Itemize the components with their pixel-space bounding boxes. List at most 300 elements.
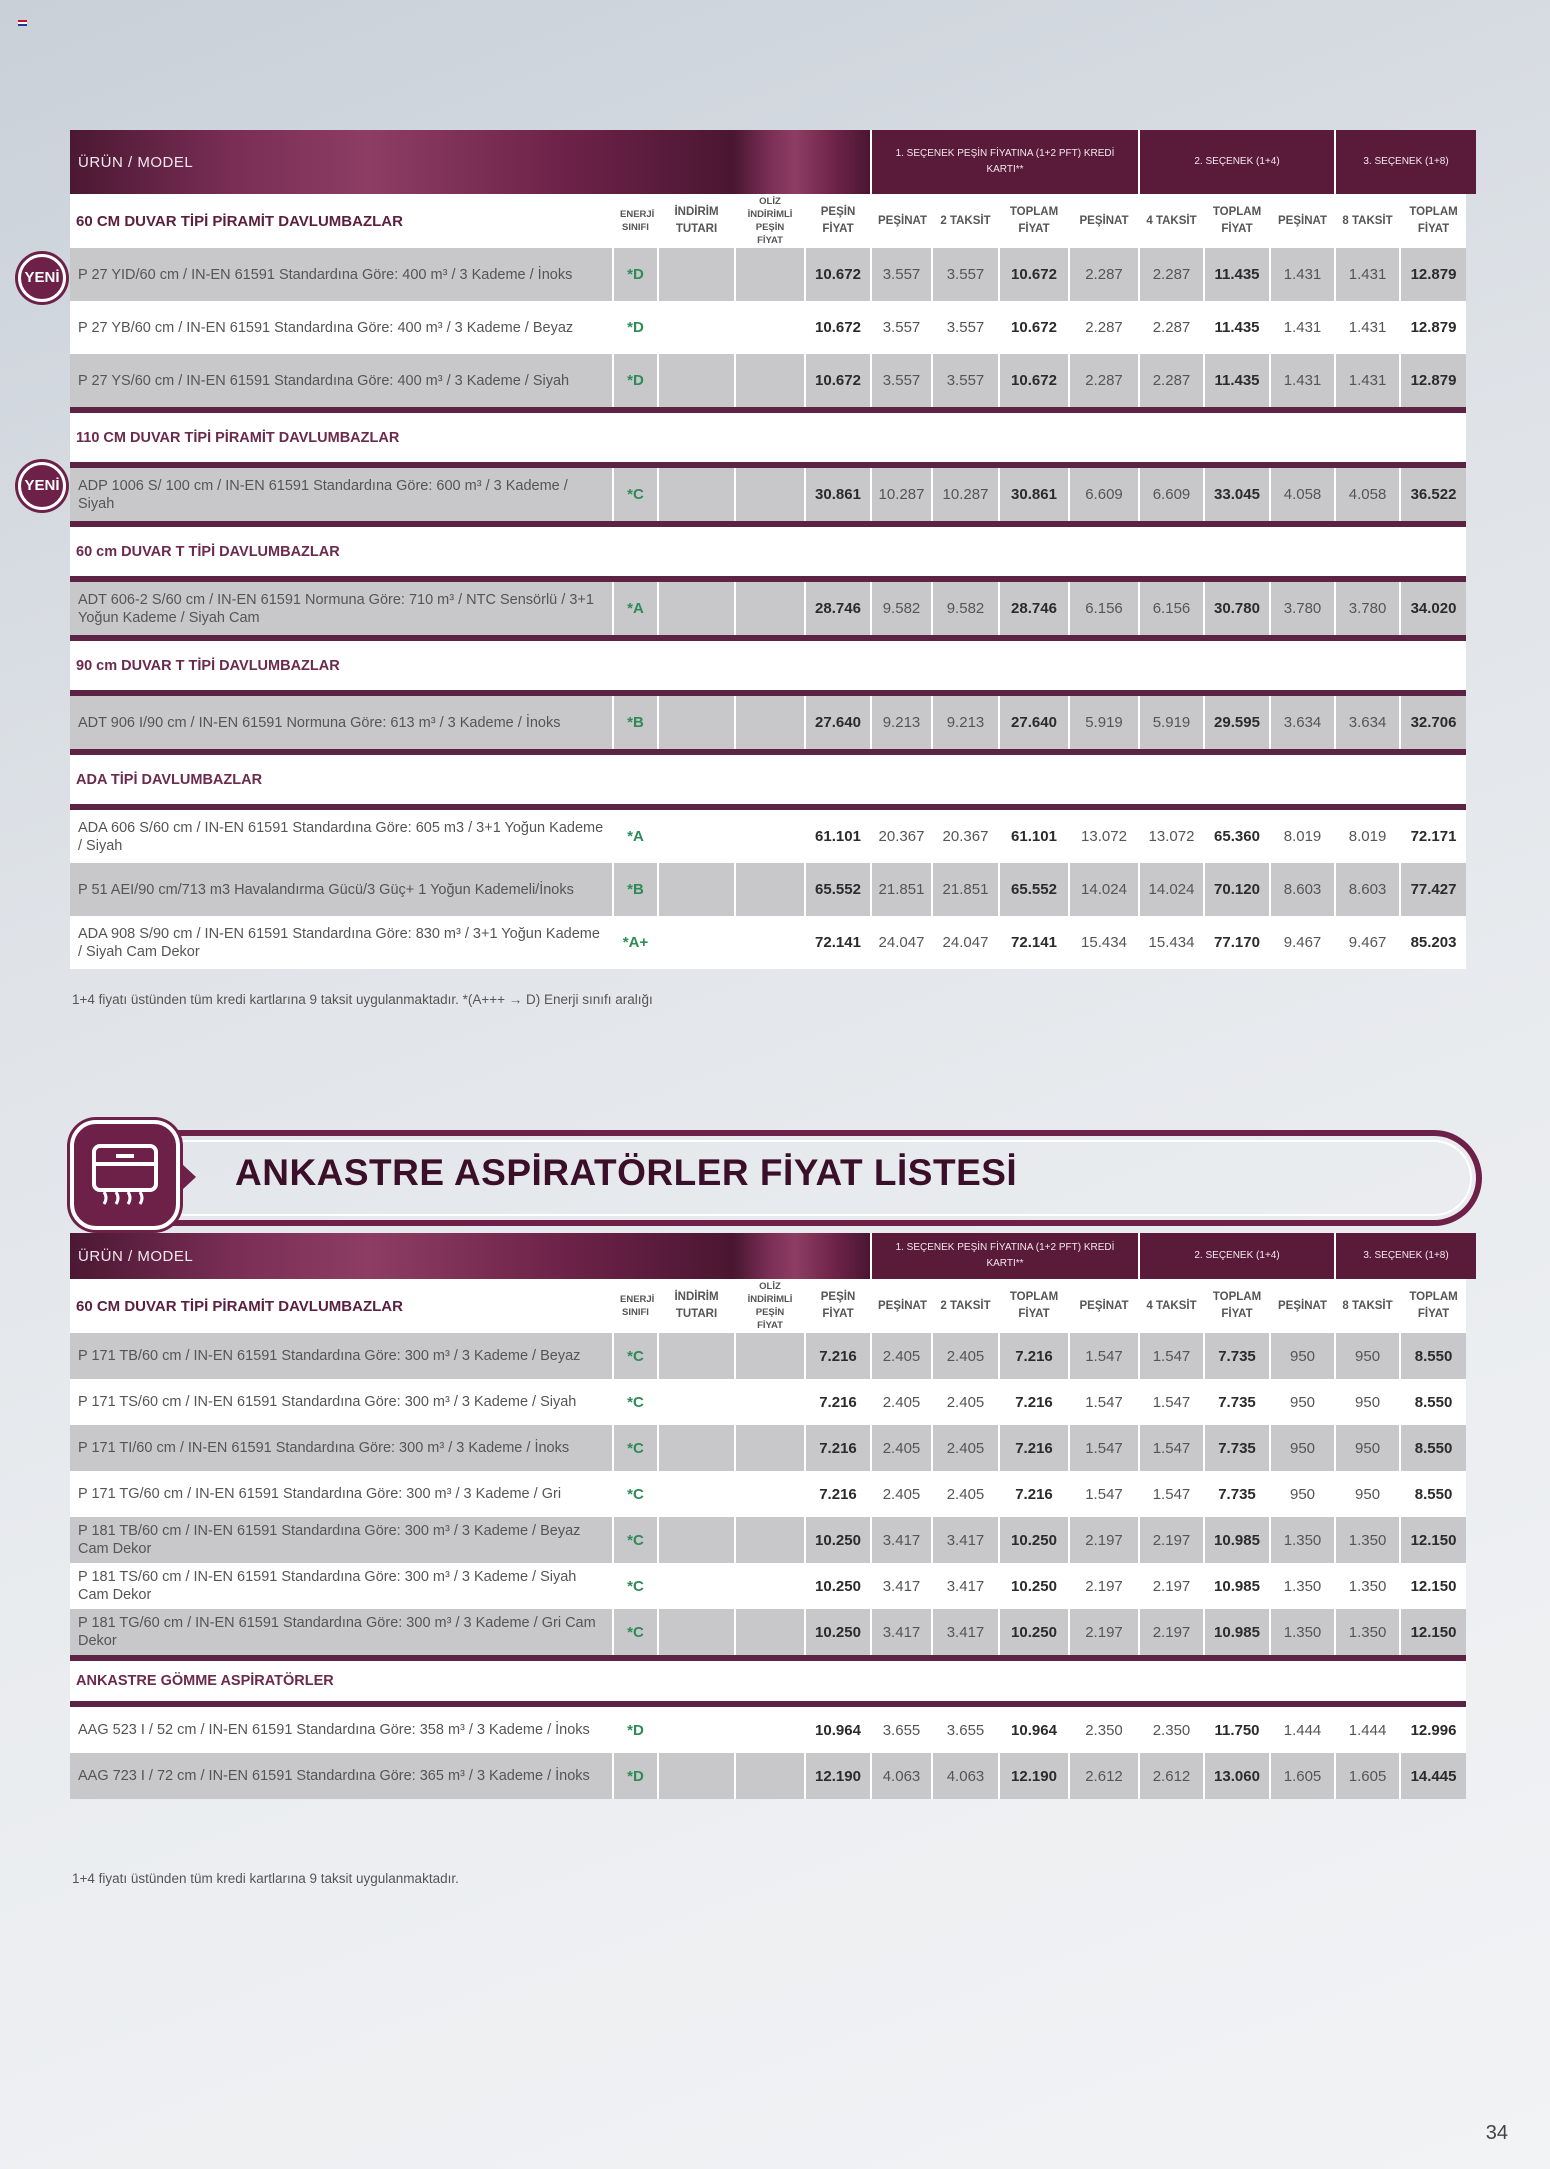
range-hood-icon	[70, 1120, 180, 1230]
table-row	[70, 468, 1476, 521]
down-1: 9.213	[871, 696, 932, 749]
discount-amount	[658, 1517, 735, 1563]
total-1: 10.672	[999, 301, 1069, 354]
option-3-header: 3. SEÇENEK (1+8)	[1335, 1233, 1476, 1279]
total-2: 77.170	[1204, 916, 1270, 969]
down-2: 1.547	[1069, 1379, 1139, 1425]
total-1: 7.216	[999, 1379, 1069, 1425]
discount-amount	[658, 248, 735, 301]
total-2: 70.120	[1204, 863, 1270, 916]
total-3: 12.879	[1400, 301, 1466, 354]
total-2: 65.360	[1204, 810, 1270, 863]
discount-amount	[658, 1471, 735, 1517]
installment-8: 1.605	[1335, 1753, 1400, 1799]
category-title: ADA TİPİ DAVLUMBAZLAR	[70, 755, 1466, 804]
down-3: 8.019	[1270, 810, 1335, 863]
table-row	[70, 1707, 1476, 1753]
installment-4: 15.434	[1139, 916, 1204, 969]
new-badge: YENİ	[18, 254, 66, 302]
installment-4: 2.612	[1139, 1753, 1204, 1799]
installment-8: 3.780	[1335, 582, 1400, 635]
discount-amount	[658, 1379, 735, 1425]
down-2: 1.547	[1069, 1425, 1139, 1471]
table-header-band	[70, 130, 1476, 194]
table-row	[70, 1753, 1476, 1799]
column-header-row	[70, 1279, 1476, 1333]
total-1: 28.746	[999, 582, 1069, 635]
down-1: 24.047	[871, 916, 932, 969]
total-3: 36.522	[1400, 468, 1466, 521]
oliz-discount-price	[735, 810, 805, 863]
cash-price: 12.190	[805, 1753, 871, 1799]
col-down1: PEŞİNAT	[871, 194, 932, 248]
product-description: ADA 606 S/60 cm / IN-EN 61591 Standardına Göre: 605 m3 / 3+1 Yoğun Kademe / Siyah	[70, 810, 613, 863]
down-3: 9.467	[1270, 916, 1335, 969]
product-description: ADA 908 S/90 cm / IN-EN 61591 Standardına Göre: 830 m³ / 3+1 Yoğun Kademe / Siyah Cam Dekor	[70, 916, 613, 969]
installment-2: 21.851	[932, 863, 999, 916]
total-3: 32.706	[1400, 696, 1466, 749]
down-1: 21.851	[871, 863, 932, 916]
installment-2: 3.417	[932, 1563, 999, 1609]
col-total2: TOPLAM FİYAT	[1204, 194, 1270, 248]
discount-amount	[658, 696, 735, 749]
total-1: 7.216	[999, 1333, 1069, 1379]
energy-class: *C	[613, 1425, 658, 1471]
installment-8: 1.444	[1335, 1707, 1400, 1753]
energy-class: *C	[613, 1333, 658, 1379]
model-header: ÜRÜN / MODEL	[70, 1233, 735, 1279]
discount-amount	[658, 863, 735, 916]
total-3: 12.150	[1400, 1517, 1466, 1563]
flag-icon	[18, 20, 27, 26]
category-title: 110 CM DUVAR TİPİ PİRAMİT DAVLUMBAZLAR	[70, 413, 1466, 462]
oliz-discount-price	[735, 1379, 805, 1425]
product-description: AAG 723 I / 72 cm / IN-EN 61591 Standardına Göre: 365 m³ / 3 Kademe / İnoks	[70, 1753, 613, 1799]
installment-8: 3.634	[1335, 696, 1400, 749]
down-3: 1.350	[1270, 1563, 1335, 1609]
down-1: 3.417	[871, 1563, 932, 1609]
down-1: 3.557	[871, 301, 932, 354]
total-2: 13.060	[1204, 1753, 1270, 1799]
installment-4: 13.072	[1139, 810, 1204, 863]
table-row	[70, 1379, 1476, 1425]
col-oliz: OLİZ İNDİRİMLİ PEŞİN FİYAT	[735, 194, 805, 248]
oliz-discount-price	[735, 354, 805, 407]
total-1: 10.250	[999, 1609, 1069, 1655]
cash-price: 10.250	[805, 1517, 871, 1563]
total-1: 12.190	[999, 1753, 1069, 1799]
product-description: P 181 TG/60 cm / IN-EN 61591 Standardına Göre: 300 m³ / 3 Kademe / Gri Cam Dekor	[70, 1609, 613, 1655]
total-2: 30.780	[1204, 582, 1270, 635]
down-1: 3.417	[871, 1609, 932, 1655]
installment-8: 8.603	[1335, 863, 1400, 916]
total-1: 10.250	[999, 1563, 1069, 1609]
installment-4: 2.287	[1139, 301, 1204, 354]
option-1-header: 1. SEÇENEK PEŞİN FİYATINA (1+2 PFT) KREDİ KARTI**	[871, 130, 1139, 194]
table-row	[70, 1517, 1476, 1563]
down-1: 3.417	[871, 1517, 932, 1563]
col-cash: PEŞİN FİYAT	[805, 194, 871, 248]
installment-4: 6.156	[1139, 582, 1204, 635]
down-2: 2.197	[1069, 1563, 1139, 1609]
energy-class: *A+	[613, 916, 658, 969]
category-title: 60 CM DUVAR TİPİ PİRAMİT DAVLUMBAZLAR	[70, 194, 613, 248]
oliz-discount-price	[735, 1425, 805, 1471]
installment-2: 4.063	[932, 1753, 999, 1799]
energy-class: *C	[613, 1379, 658, 1425]
down-2: 15.434	[1069, 916, 1139, 969]
installment-4: 2.287	[1139, 354, 1204, 407]
down-2: 2.287	[1069, 248, 1139, 301]
col-4inst: 4 TAKSİT	[1139, 194, 1204, 248]
cash-price: 7.216	[805, 1333, 871, 1379]
down-3: 1.605	[1270, 1753, 1335, 1799]
discount-amount	[658, 301, 735, 354]
cash-price: 10.672	[805, 301, 871, 354]
down-3: 1.431	[1270, 354, 1335, 407]
installment-8: 8.019	[1335, 810, 1400, 863]
category-title: 60 cm DUVAR T TİPİ DAVLUMBAZLAR	[70, 527, 1466, 576]
discount-amount	[658, 1425, 735, 1471]
oliz-discount-price	[735, 582, 805, 635]
oliz-discount-price	[735, 248, 805, 301]
model-header: ÜRÜN / MODEL	[70, 130, 735, 194]
down-3: 1.431	[1270, 301, 1335, 354]
total-3: 85.203	[1400, 916, 1466, 969]
down-2: 13.072	[1069, 810, 1139, 863]
discount-amount	[658, 582, 735, 635]
installment-2: 2.405	[932, 1425, 999, 1471]
installment-8: 1.350	[1335, 1609, 1400, 1655]
installment-2: 3.417	[932, 1517, 999, 1563]
installment-2: 3.655	[932, 1707, 999, 1753]
discount-amount	[658, 354, 735, 407]
installment-4: 2.350	[1139, 1707, 1204, 1753]
energy-class: *C	[613, 1609, 658, 1655]
discount-amount	[658, 1707, 735, 1753]
total-1: 72.141	[999, 916, 1069, 969]
energy-class: *C	[613, 468, 658, 521]
installment-2: 2.405	[932, 1333, 999, 1379]
total-3: 34.020	[1400, 582, 1466, 635]
down-3: 8.603	[1270, 863, 1335, 916]
oliz-discount-price	[735, 1333, 805, 1379]
col-oliz: OLİZ İNDİRİMLİ PEŞİN FİYAT	[735, 1279, 805, 1333]
col-8inst: 8 TAKSİT	[1335, 194, 1400, 248]
discount-amount	[658, 1609, 735, 1655]
cash-price: 10.672	[805, 248, 871, 301]
cash-price: 10.250	[805, 1563, 871, 1609]
installment-2: 9.582	[932, 582, 999, 635]
category-row	[70, 527, 1476, 576]
down-1: 3.557	[871, 354, 932, 407]
category-row	[70, 641, 1476, 690]
col-down3: PEŞİNAT	[1270, 1279, 1335, 1333]
installment-4: 1.547	[1139, 1379, 1204, 1425]
total-1: 7.216	[999, 1471, 1069, 1517]
table-row	[70, 1425, 1476, 1471]
total-2: 10.985	[1204, 1609, 1270, 1655]
oliz-discount-price	[735, 863, 805, 916]
product-description: ADP 1006 S/ 100 cm / IN-EN 61591 Standardına Göre: 600 m³ / 3 Kademe / Siyah	[70, 468, 613, 521]
installment-2: 20.367	[932, 810, 999, 863]
oliz-discount-price	[735, 1609, 805, 1655]
down-1: 9.582	[871, 582, 932, 635]
energy-class: *C	[613, 1563, 658, 1609]
energy-class: *A	[613, 810, 658, 863]
option-2-header: 2. SEÇENEK (1+4)	[1139, 130, 1335, 194]
installment-4: 2.197	[1139, 1517, 1204, 1563]
table-row	[70, 301, 1476, 354]
total-3: 12.879	[1400, 248, 1466, 301]
installment-8: 1.350	[1335, 1517, 1400, 1563]
col-down2: PEŞİNAT	[1069, 194, 1139, 248]
down-2: 2.197	[1069, 1609, 1139, 1655]
down-1: 10.287	[871, 468, 932, 521]
oliz-discount-price	[735, 1753, 805, 1799]
page-title: ANKASTRE ASPİRATÖRLER FİYAT LİSTESİ	[235, 1152, 1018, 1193]
col-energy: ENERJİ SINIFI	[613, 1279, 658, 1333]
installment-2: 24.047	[932, 916, 999, 969]
total-2: 7.735	[1204, 1425, 1270, 1471]
down-3: 950	[1270, 1333, 1335, 1379]
down-3: 950	[1270, 1425, 1335, 1471]
product-description: P 181 TB/60 cm / IN-EN 61591 Standardına Göre: 300 m³ / 3 Kademe / Beyaz Cam Dekor	[70, 1517, 613, 1563]
oliz-discount-price	[735, 1563, 805, 1609]
installment-8: 1.431	[1335, 301, 1400, 354]
installment-2: 3.557	[932, 301, 999, 354]
cash-price: 30.861	[805, 468, 871, 521]
product-description: P 171 TS/60 cm / IN-EN 61591 Standardına Göre: 300 m³ / 3 Kademe / Siyah	[70, 1379, 613, 1425]
installment-2: 3.417	[932, 1609, 999, 1655]
oliz-discount-price	[735, 1517, 805, 1563]
installment-4: 14.024	[1139, 863, 1204, 916]
product-description: AAG 523 I / 52 cm / IN-EN 61591 Standardına Göre: 358 m³ / 3 Kademe / İnoks	[70, 1707, 613, 1753]
product-description: P 181 TS/60 cm / IN-EN 61591 Standardına Göre: 300 m³ / 3 Kademe / Siyah Cam Dekor	[70, 1563, 613, 1609]
down-1: 2.405	[871, 1425, 932, 1471]
col-total3: TOPLAM FİYAT	[1400, 1279, 1466, 1333]
installment-2: 10.287	[932, 468, 999, 521]
column-header-row	[70, 194, 1476, 248]
product-description: P 27 YB/60 cm / IN-EN 61591 Standardına Göre: 400 m³ / 3 Kademe / Beyaz	[70, 301, 613, 354]
discount-amount	[658, 1753, 735, 1799]
product-description: P 27 YID/60 cm / IN-EN 61591 Standardına Göre: 400 m³ / 3 Kademe / İnoks	[70, 248, 613, 301]
cash-price: 10.250	[805, 1609, 871, 1655]
down-2: 5.919	[1069, 696, 1139, 749]
total-2: 33.045	[1204, 468, 1270, 521]
col-total3: TOPLAM FİYAT	[1400, 194, 1466, 248]
installment-4: 1.547	[1139, 1333, 1204, 1379]
col-total1: TOPLAM FİYAT	[999, 1279, 1069, 1333]
table-row	[70, 1563, 1476, 1609]
cash-price: 28.746	[805, 582, 871, 635]
discount-amount	[658, 1333, 735, 1379]
footnote: 1+4 fiyatı üstünden tüm kredi kartlarına 9 taksit uygulanmaktadır. *(A+++ → D) Enerji sınıfı aralığı	[72, 992, 653, 1007]
energy-class: *C	[613, 1471, 658, 1517]
total-1: 61.101	[999, 810, 1069, 863]
total-3: 14.445	[1400, 1753, 1466, 1799]
table-row	[70, 354, 1476, 407]
total-2: 29.595	[1204, 696, 1270, 749]
total-3: 12.150	[1400, 1563, 1466, 1609]
col-discount: İNDİRİM TUTARI	[658, 194, 735, 248]
energy-class: *B	[613, 696, 658, 749]
category-title: ANKASTRE GÖMME ASPİRATÖRLER	[70, 1661, 1466, 1701]
total-3: 72.171	[1400, 810, 1466, 863]
total-1: 27.640	[999, 696, 1069, 749]
cash-price: 7.216	[805, 1425, 871, 1471]
installment-2: 3.557	[932, 354, 999, 407]
table-row	[70, 1471, 1476, 1517]
energy-class: *D	[613, 354, 658, 407]
section-banner	[70, 1120, 1484, 1230]
category-row	[70, 1661, 1476, 1701]
col-down2: PEŞİNAT	[1069, 1279, 1139, 1333]
down-2: 1.547	[1069, 1333, 1139, 1379]
discount-amount	[658, 810, 735, 863]
cash-price: 7.216	[805, 1471, 871, 1517]
installment-4: 2.197	[1139, 1563, 1204, 1609]
energy-class: *D	[613, 248, 658, 301]
total-1: 10.964	[999, 1707, 1069, 1753]
down-2: 14.024	[1069, 863, 1139, 916]
energy-class: *D	[613, 1707, 658, 1753]
down-2: 2.197	[1069, 1517, 1139, 1563]
price-table-hoods	[70, 130, 1476, 969]
installment-2: 2.405	[932, 1471, 999, 1517]
table-header-band	[70, 1233, 1476, 1279]
product-description: P 51 AEI/90 cm/713 m3 Havalandırma Gücü/3 Güç+ 1 Yoğun Kademeli/İnoks	[70, 863, 613, 916]
cash-price: 7.216	[805, 1379, 871, 1425]
product-description: P 171 TG/60 cm / IN-EN 61591 Standardına Göre: 300 m³ / 3 Kademe / Gri	[70, 1471, 613, 1517]
total-2: 7.735	[1204, 1471, 1270, 1517]
installment-8: 1.350	[1335, 1563, 1400, 1609]
installment-4: 5.919	[1139, 696, 1204, 749]
product-description: P 171 TI/60 cm / IN-EN 61591 Standardına Göre: 300 m³ / 3 Kademe / İnoks	[70, 1425, 613, 1471]
installment-8: 950	[1335, 1425, 1400, 1471]
down-3: 1.431	[1270, 248, 1335, 301]
product-description: P 171 TB/60 cm / IN-EN 61591 Standardına Göre: 300 m³ / 3 Kademe / Beyaz	[70, 1333, 613, 1379]
total-2: 7.735	[1204, 1379, 1270, 1425]
cash-price: 10.964	[805, 1707, 871, 1753]
total-2: 11.750	[1204, 1707, 1270, 1753]
energy-class: *B	[613, 863, 658, 916]
col-total2: TOPLAM FİYAT	[1204, 1279, 1270, 1333]
price-table-built-in	[70, 1233, 1476, 1799]
installment-2: 9.213	[932, 696, 999, 749]
down-2: 6.156	[1069, 582, 1139, 635]
category-row	[70, 755, 1476, 804]
down-1: 2.405	[871, 1471, 932, 1517]
total-3: 8.550	[1400, 1333, 1466, 1379]
total-3: 8.550	[1400, 1425, 1466, 1471]
oliz-discount-price	[735, 1707, 805, 1753]
down-1: 4.063	[871, 1753, 932, 1799]
col-2inst: 2 TAKSİT	[932, 1279, 999, 1333]
installment-4: 6.609	[1139, 468, 1204, 521]
total-2: 10.985	[1204, 1517, 1270, 1563]
down-3: 950	[1270, 1379, 1335, 1425]
down-1: 2.405	[871, 1333, 932, 1379]
total-3: 12.150	[1400, 1609, 1466, 1655]
new-badge: YENİ	[18, 462, 66, 510]
installment-8: 9.467	[1335, 916, 1400, 969]
down-1: 2.405	[871, 1379, 932, 1425]
total-1: 30.861	[999, 468, 1069, 521]
category-title: 90 cm DUVAR T TİPİ DAVLUMBAZLAR	[70, 641, 1466, 690]
col-discount: İNDİRİM TUTARI	[658, 1279, 735, 1333]
product-description: P 27 YS/60 cm / IN-EN 61591 Standardına Göre: 400 m³ / 3 Kademe / Siyah	[70, 354, 613, 407]
cash-price: 27.640	[805, 696, 871, 749]
down-1: 3.655	[871, 1707, 932, 1753]
footnote: 1+4 fiyatı üstünden tüm kredi kartlarına 9 taksit uygulanmaktadır.	[72, 1871, 459, 1886]
col-cash: PEŞİN FİYAT	[805, 1279, 871, 1333]
table-row	[70, 863, 1476, 916]
installment-4: 1.547	[1139, 1471, 1204, 1517]
col-2inst: 2 TAKSİT	[932, 194, 999, 248]
down-2: 2.350	[1069, 1707, 1139, 1753]
installment-4: 2.287	[1139, 248, 1204, 301]
down-3: 1.350	[1270, 1609, 1335, 1655]
table-row	[70, 248, 1476, 301]
down-2: 6.609	[1069, 468, 1139, 521]
total-3: 12.879	[1400, 354, 1466, 407]
total-2: 7.735	[1204, 1333, 1270, 1379]
down-3: 1.350	[1270, 1517, 1335, 1563]
col-energy: ENERJİ SINIFI	[613, 194, 658, 248]
total-3: 12.996	[1400, 1707, 1466, 1753]
option-2-header: 2. SEÇENEK (1+4)	[1139, 1233, 1335, 1279]
down-3: 4.058	[1270, 468, 1335, 521]
cash-price: 61.101	[805, 810, 871, 863]
total-1: 10.672	[999, 248, 1069, 301]
col-down3: PEŞİNAT	[1270, 194, 1335, 248]
product-description: ADT 606-2 S/60 cm / IN-EN 61591 Normuna Göre: 710 m³ / NTC Sensörlü / 3+1 Yoğun Kademe / Siyah Cam	[70, 582, 613, 635]
total-1: 7.216	[999, 1425, 1069, 1471]
down-2: 2.287	[1069, 354, 1139, 407]
table-row	[70, 1609, 1476, 1655]
cash-price: 72.141	[805, 916, 871, 969]
installment-8: 950	[1335, 1379, 1400, 1425]
total-3: 8.550	[1400, 1379, 1466, 1425]
col-total1: TOPLAM FİYAT	[999, 194, 1069, 248]
energy-class: *C	[613, 1517, 658, 1563]
down-1: 20.367	[871, 810, 932, 863]
installment-8: 1.431	[1335, 248, 1400, 301]
cash-price: 10.672	[805, 354, 871, 407]
total-2: 10.985	[1204, 1563, 1270, 1609]
installment-8: 1.431	[1335, 354, 1400, 407]
oliz-discount-price	[735, 916, 805, 969]
col-down1: PEŞİNAT	[871, 1279, 932, 1333]
total-1: 10.250	[999, 1517, 1069, 1563]
discount-amount	[658, 468, 735, 521]
category-row	[70, 413, 1476, 462]
installment-4: 1.547	[1139, 1425, 1204, 1471]
discount-amount	[658, 1563, 735, 1609]
category-title: 60 CM DUVAR TİPİ PİRAMİT DAVLUMBAZLAR	[70, 1279, 613, 1333]
col-8inst: 8 TAKSİT	[1335, 1279, 1400, 1333]
total-3: 8.550	[1400, 1471, 1466, 1517]
table-row	[70, 696, 1476, 749]
option-1-header: 1. SEÇENEK PEŞİN FİYATINA (1+2 PFT) KREDİ KARTI**	[871, 1233, 1139, 1279]
oliz-discount-price	[735, 301, 805, 354]
col-4inst: 4 TAKSİT	[1139, 1279, 1204, 1333]
installment-8: 950	[1335, 1471, 1400, 1517]
down-3: 3.780	[1270, 582, 1335, 635]
installment-8: 950	[1335, 1333, 1400, 1379]
table-row	[70, 1333, 1476, 1379]
